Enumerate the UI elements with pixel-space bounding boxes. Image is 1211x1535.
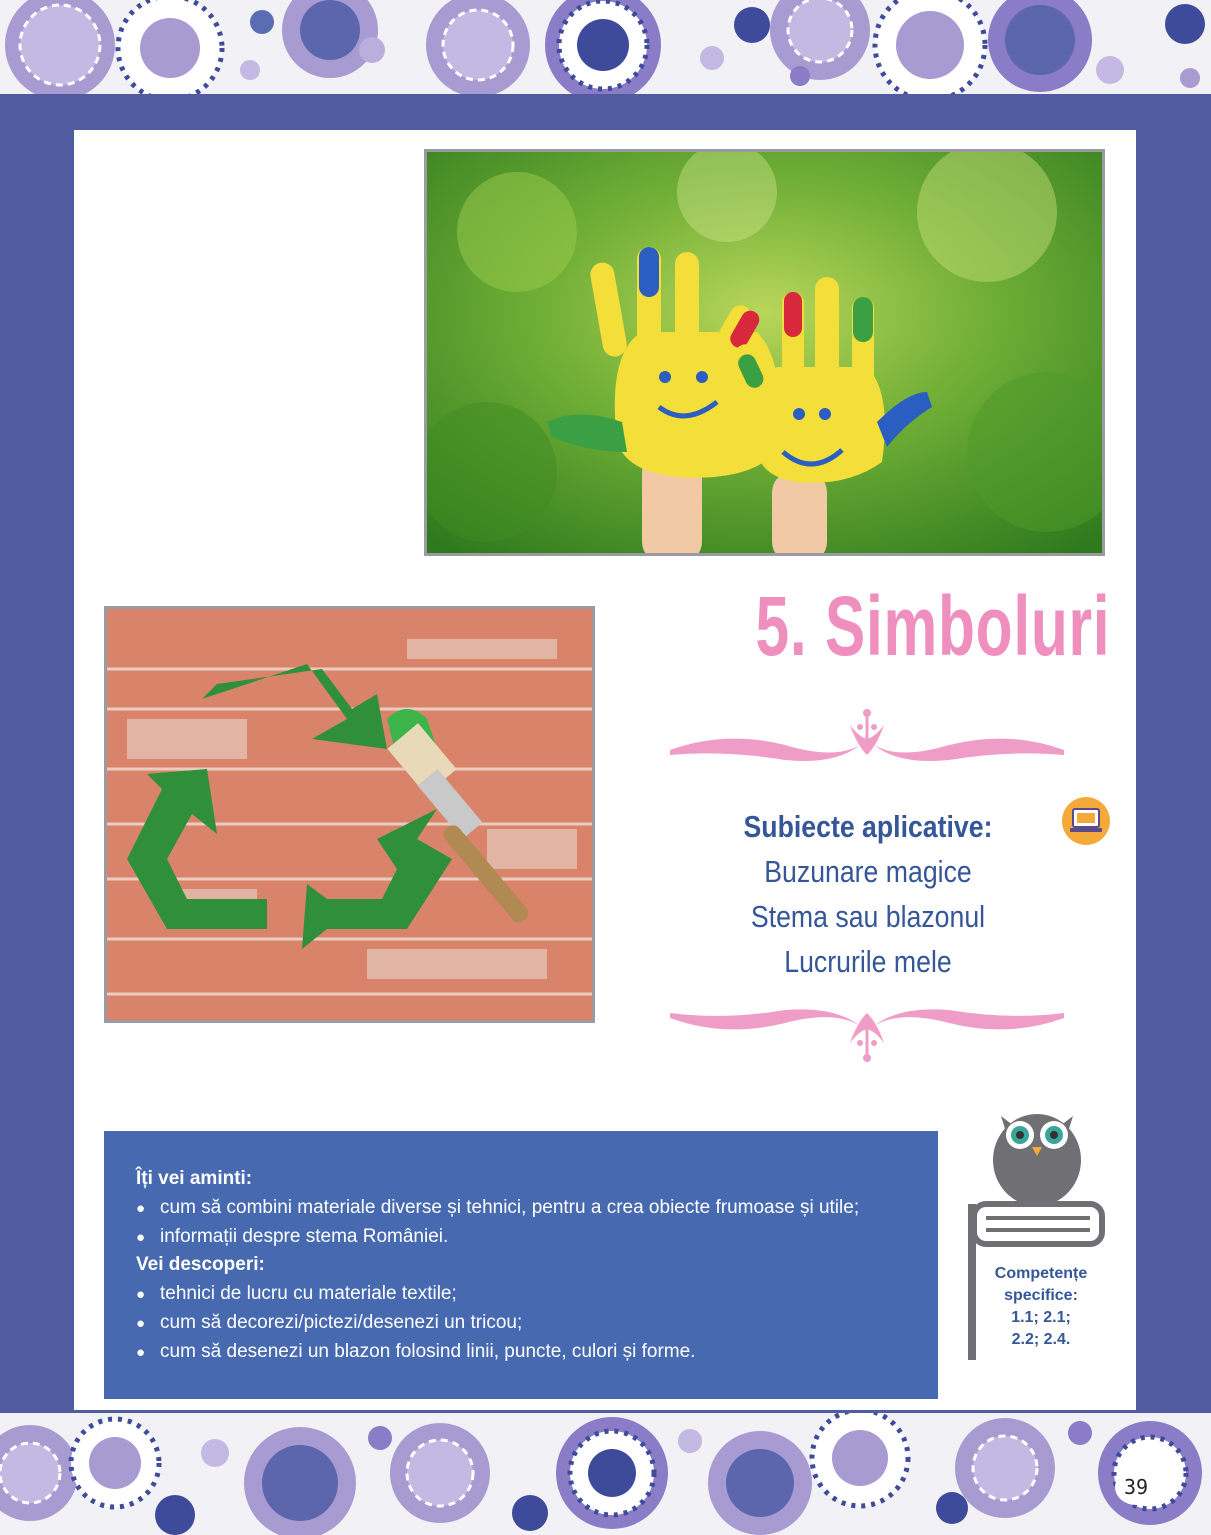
painted-hands-photo — [424, 149, 1105, 556]
painted-hands-illustration — [427, 152, 1102, 553]
specific-competences — [978, 1263, 1104, 1351]
bullet: ● — [136, 1200, 146, 1217]
computer-icon — [1062, 797, 1110, 845]
subject-item: Stema sau blazonul — [750, 899, 986, 934]
subject-item: Lucrurile mele — [784, 944, 952, 979]
remember-item-text: informații despre stema României. — [160, 1226, 449, 1247]
applied-subjects — [668, 805, 1068, 984]
circle-pattern-bottom-graphic — [0, 1413, 1211, 1535]
discover-item-text: cum să desenezi un blazon folosind linii, puncte, culori și forme. — [160, 1341, 696, 1362]
bullet: ● — [136, 1344, 146, 1361]
decorative-circle-pattern-bottom — [0, 1413, 1211, 1535]
decorative-flourish-bottom — [665, 998, 1069, 1066]
remember-item — [136, 1222, 938, 1251]
subject-item: Buzunare magice — [764, 854, 972, 889]
bullet: ● — [136, 1286, 146, 1303]
bullet: ● — [136, 1315, 146, 1332]
decorative-circle-pattern-top — [0, 0, 1211, 94]
recycle-symbol-photo — [104, 606, 595, 1023]
discover-heading: Vei descoperi: — [136, 1254, 265, 1275]
competence-line: 2.2; 2.4. — [1011, 1331, 1071, 1348]
remember-heading: Îți vei aminti: — [136, 1168, 253, 1189]
page-number: 39 — [1115, 1469, 1157, 1505]
remember-item-text: cum să combini materiale diverse și tehnici, pentru a crea obiecte frumoase și utile; — [160, 1197, 860, 1218]
discover-item-text: cum să decorezi/pictezi/desenezi un tricou; — [160, 1312, 523, 1333]
chapter-title: 5. Simboluri — [755, 579, 1111, 673]
recycle-painting-illustration — [107, 609, 592, 1020]
learning-objectives-box — [104, 1131, 938, 1399]
discover-item — [136, 1337, 938, 1366]
competence-line: specifice: — [1004, 1287, 1078, 1304]
bullet: ● — [136, 1229, 146, 1246]
competence-line: 1.1; 2.1; — [1011, 1309, 1071, 1326]
circle-pattern-top-graphic — [0, 0, 1211, 94]
discover-item — [136, 1308, 938, 1337]
remember-item — [136, 1193, 938, 1222]
applied-subjects-heading: Subiecte aplicative: — [743, 809, 993, 844]
decorative-flourish-top — [665, 705, 1069, 775]
discover-item — [136, 1279, 938, 1308]
computer-icon-graphic — [1062, 797, 1110, 845]
discover-item-text: tehnici de lucru cu materiale textile; — [160, 1283, 457, 1304]
competence-line: Competențe — [994, 1265, 1088, 1282]
